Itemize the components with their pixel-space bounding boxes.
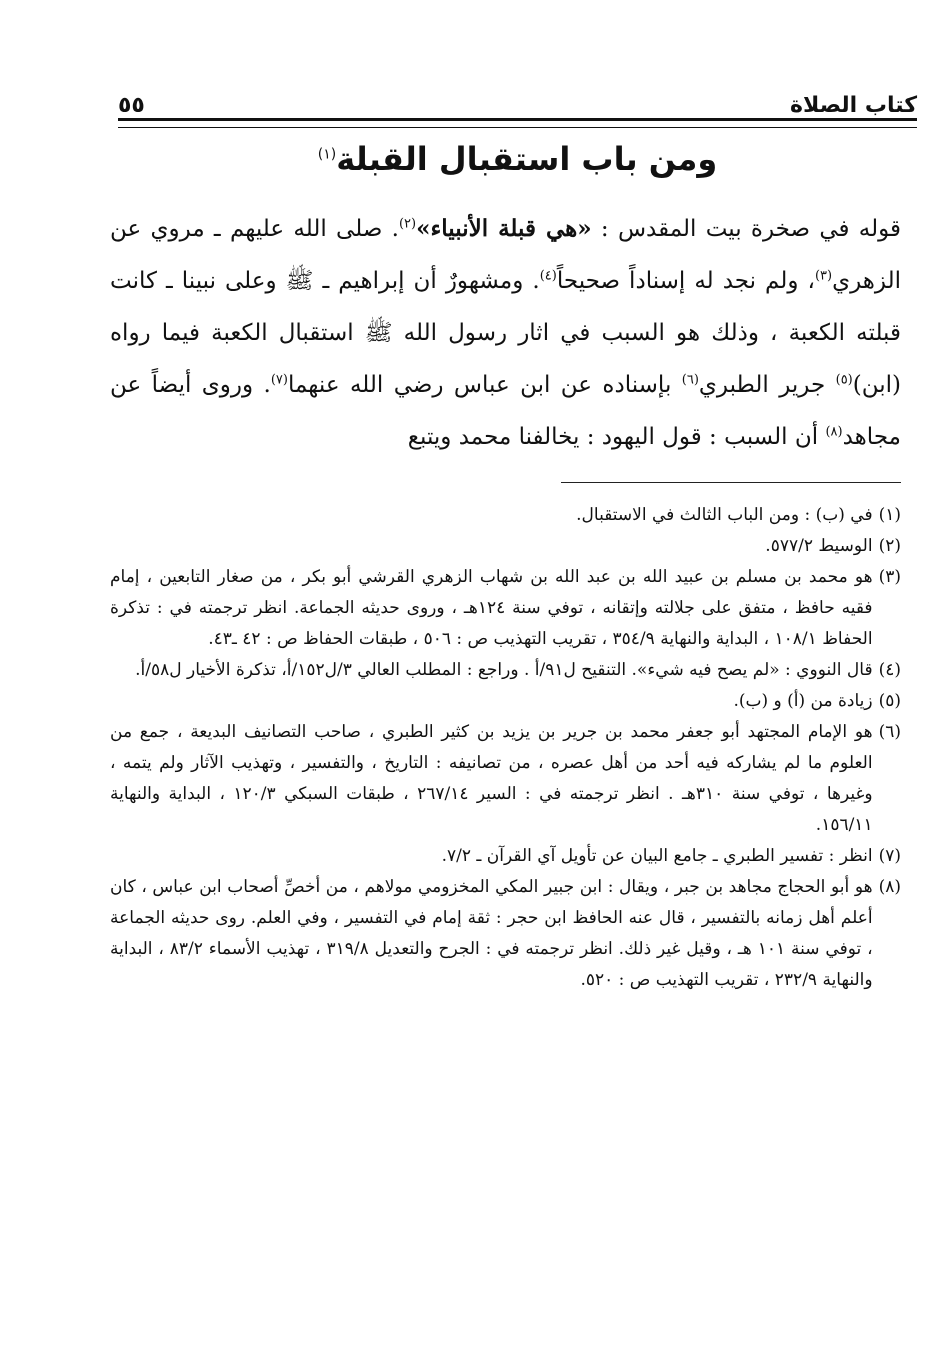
footnote-number: (٨) [878,877,901,897]
footnote-separator [561,482,901,483]
main-paragraph [110,203,901,463]
text-run: . صلى الله عليهم ـ مروي عن الزهري [110,216,901,294]
text-run: . وروى أيضاً عن مجاهد [110,372,901,450]
footnote-text: هو الإمام المجتهد أبو جعفر محمد بن جرير بن يزيد بن كثير الطبري ، صاحب التصانيف البديعة ، جمع من العلوم ما لم يشاركه فيه أحد من أهل عصره ، من تصانيفه : التاريخ ، والتفسير ، وتهذيب الآثار ولم يتمه ، وغيرها ، توفي سنة ٣١٠هـ . انظر ترجمته في : السير ٢٦٧/١٤ ، طبقات السبكي ١٢٠/٣ ، البداية والنهاية ١٥٦/١١. [110,722,873,835]
text-run: بإسناده عن ابن عباس رضي الله عنهما [287,372,682,398]
footnote [110,500,901,531]
text-run: ، ولم نجد له إسناداً صحيحاً [556,268,815,294]
footnote-text: في (ب) : ومن الباب الثالث في الاستقبال. [576,505,873,525]
footnote-number: (١) [878,505,901,525]
text-run: قوله في صخرة بيت المقدس : [591,216,901,242]
footnote-number: (٦) [878,722,901,742]
footnote-text: الوسيط ٥٧٧/٢. [765,536,873,556]
footnote-text: قال النووي : «لم يصح فيه شيء». التنقيح ل٩١/أ . وراجع : المطلب العالي ٣/ل١٥٢/أ، تذكرة الأخيار ل٥٨/أ. [135,660,873,680]
header-rule [118,118,917,128]
text-run: أن السبب : قول اليهود : يخالفنا محمد ويتبع [407,424,826,450]
footnotes [110,500,901,996]
footnote [110,841,901,872]
footnote-number: (٣) [878,567,901,587]
footnote [110,717,901,841]
footnote-number: (٤) [878,660,901,680]
footnote [110,872,901,996]
footnote [110,655,901,686]
text-run: جرير الطبري [698,372,836,398]
footnote-ref: (٢) [398,216,417,232]
footnote [110,686,901,717]
quoted-hadith: «هي قبلة الأنبياء» [416,215,592,242]
footnote-number: (٢) [878,536,901,556]
footnote-ref: (١) [317,146,337,163]
page-number: ٥٥ [118,93,145,118]
book-title: كتاب الصلاة [790,93,917,118]
running-header [118,82,917,118]
main-text [110,203,901,463]
footnote-ref: (٥) [835,372,853,388]
footnote-ref: (٦) [681,372,699,388]
chapter-title-text: ومن باب استقبال القبلة [336,140,718,178]
footnote-text: هو أبو الحجاج مجاهد بن جبر ، ويقال : ابن جبير المكي المخزومي مولاهم ، من أخصِّ أصحاب ابن عباس ، كان أعلم أهل زمانه بالتفسير ، قال عنه الحافظ ابن حجر : ثقة إمام في التفسير ، وفي العلم. روى حديثه الجماعة ، توفي سنة ١٠١ هـ ، وقيل غير ذلك. انظر ترجمته في : الجرح والتعديل ٣١٩/٨ ، تهذيب الأسماء ٨٣/٢ ، البداية والنهاية ٢٣٢/٩ ، تقريب التهذيب ص : ٥٢٠. [110,877,873,990]
footnote-ref: (٤) [539,268,557,284]
chapter-title [118,140,917,178]
footnote-text: زيادة من (أ) و (ب). [733,691,873,711]
footnote-ref: (٣) [814,268,833,284]
text-run: . ومشهورٌ أن إبراهيم ـ ﷺ وعلى نبينا ـ كانت قبلته الكعبة ، وذلك هو السبب في اثار رسول الله ﷺ استقبال الكعبة فيما رواه (ابن) [110,268,901,398]
footnote-number: (٧) [878,846,901,866]
footnote-text: هو محمد بن مسلم بن عبيد الله بن عبد الله بن شهاب الزهري القرشي أبو بكر ، من صغار التابعين ، إمام فقيه حافظ ، متفق على جلالته وإتقانه ، توفي سنة ١٢٤هـ ، وروى حديثه الجماعة. انظر ترجمته في : تذكرة الحفاظ ١٠٨/١ ، البداية والنهاية ٣٥٤/٩ ، تقريب التهذيب ص : ٥٠٦ ، طبقات الحفاظ ص : ٤٢ ـ٤٣. [110,567,873,649]
footnote [110,562,901,655]
footnote-text: انظر : تفسير الطبري ـ جامع البيان عن تأويل آي القرآن ـ ٧/٢. [441,846,873,866]
footnote-number: (٥) [878,691,901,711]
footnote [110,531,901,562]
footnote-ref: (٨) [825,424,843,440]
footnote-ref: (٧) [270,372,288,388]
